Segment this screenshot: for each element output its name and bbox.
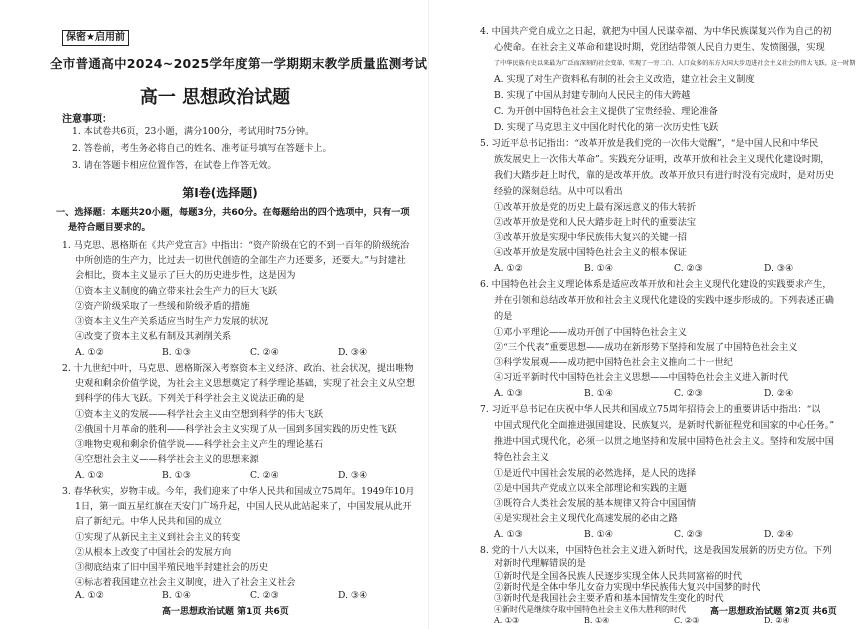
- question-5-choice-c: C. ②③: [674, 263, 704, 274]
- question-3-choice-c: C. ②③: [250, 590, 280, 601]
- question-3-option-3: ③彻底结束了旧中国半殖民地半封建社会的历史: [75, 562, 268, 573]
- question-7-choice-d: D. ②④: [764, 529, 794, 540]
- question-7-line-1: 7. 习近平总书记在庆祝中华人民共和国成立75周年招待会上的重要讲话中指出：“以: [480, 404, 821, 415]
- question-4-choice-b: B. 实现了中国从封建专制向人民民主的伟大跨越: [494, 90, 691, 101]
- question-6-line-3: 的是: [494, 311, 513, 322]
- note-3: 3. 请在答题卡相应位置作答，在试卷上作答无效。: [72, 160, 277, 171]
- question-5-line-2: 族发展史上一次伟大革命”。实践充分证明，改革开放和社会主义现代化建设时期，: [494, 154, 830, 165]
- question-7-option-3: ③既符合人类社会发展的基本规律又符合中国国情: [494, 498, 697, 509]
- question-7-line-3: 推进中国式现代化，必须一以贯之地坚持和发展中国特色社会主义。坚持和发展中国: [494, 436, 834, 447]
- question-3-line-3: 启了新纪元。中华人民共和国的成立: [75, 516, 222, 527]
- section-heading: 第Ⅰ卷(选择题): [182, 186, 258, 200]
- question-6-choice-b: B. ①④: [584, 388, 614, 399]
- question-4-choice-c: C. 为开创中国特色社会主义提供了宝贵经验、理论准备: [494, 106, 718, 117]
- question-1-option-2: ②资产阶级采取了一些缓和阶级矛盾的措施: [75, 301, 250, 312]
- question-1-option-4: ④改变了资本主义私有制及其剥削关系: [75, 331, 232, 342]
- question-2-option-2: ②俄国十月革命的胜利——科学社会主义实现了从一国到多国实践的历史性飞跃: [75, 424, 397, 435]
- question-1-option-3: ③资本主义生产关系适应当时生产力发展的状况: [75, 316, 268, 327]
- page-footer-2: 高一思想政治试题 第2页 共6页: [710, 607, 837, 617]
- question-5-option-4: ④改革开放是发展中国特色社会主义的根本保证: [494, 247, 687, 258]
- exam-title: 全市普通高中2024~2025学年度第一学期期末教学质量监测考试: [50, 56, 428, 71]
- question-4-line-1: 4. 中国共产党自成立之日起，就把为中国人民谋幸福、为中华民族谋复兴作为自己的初: [480, 26, 832, 37]
- notes-heading: 注意事项：: [62, 114, 112, 125]
- question-6-line-2: 并在引领和总结改革开放和社会主义现代化建设的实践中逐步形成的。下列表述正确: [494, 295, 834, 306]
- question-1-choice-a: A. ①②: [75, 347, 104, 358]
- question-4-choice-a: A. 实现了对生产资料私有制的社会主义改造，建立社会主义制度: [494, 74, 755, 85]
- instructions-line-2: 是符合题目要求的。: [68, 222, 151, 233]
- question-7-choice-c: C. ②③: [674, 529, 704, 540]
- question-4-line-2: 心使命。在社会主义革命和建设时期，党团结带领人民自力更生、发愤图强，实现: [494, 42, 825, 53]
- question-3-option-4: ④标志着我国建立社会主义制度，进入了社会主义社会: [75, 577, 296, 588]
- question-8-option-3: ③新时代是我国社会主要矛盾和基本国情发生变化的时代: [494, 593, 724, 604]
- question-1-option-1: ①资本主义制度的确立带来社会生产力的巨大飞跃: [75, 286, 278, 297]
- question-6-option-2: ②“三个代表”重要思想——成功在新形势下坚持和发展了中国特色社会主义: [494, 342, 798, 353]
- question-5-line-4: 经验的深刻总结。从中可以看出: [494, 186, 623, 197]
- question-6-line-1: 6. 中国特色社会主义理论体系是适应改革开放和社会主义现代化建设的实践要求产生，: [480, 279, 832, 290]
- question-7-line-4: 特色社会主义: [494, 452, 550, 463]
- confidential-label: 保密★启用前: [62, 30, 129, 46]
- question-5-choice-b: B. ①④: [584, 263, 614, 274]
- question-8-line-1: 8. 党的十八大以来，中国特色社会主义进入新时代，这是我国发展新的历史方位。下列: [480, 545, 832, 556]
- question-2-option-1: ①资本主义的发展——科学社会主义由空想到科学的伟大飞跃: [75, 409, 324, 420]
- exam-page-2: [430, 0, 860, 629]
- question-2-choice-c: C. ②④: [250, 470, 280, 481]
- question-8-option-4: ④新时代是继续夺取中国特色社会主义伟大胜利的时代: [494, 605, 686, 614]
- question-5-option-1: ①改革开放是党的历史上最有深远意义的伟大转折: [494, 202, 697, 213]
- subject-title: 高一 思想政治试题: [139, 87, 291, 108]
- question-7-choice-b: B. ①④: [584, 529, 614, 540]
- question-2-option-4: ④空想社会主义——科学社会主义的思想来源: [75, 454, 259, 465]
- question-7-line-2: 中国式现代化全面推进强国建设、民族复兴，是新时代新征程党和国家的中心任务。”: [494, 420, 835, 431]
- question-6-option-1: ①邓小平理论——成功开创了中国特色社会主义: [494, 327, 687, 338]
- question-2-choice-d: D. ③④: [338, 470, 368, 481]
- note-1: 1. 本试卷共6页，23小题，满分100分，考试用时75分钟。: [72, 126, 315, 137]
- question-8-choice-a: A. ①③: [494, 616, 520, 625]
- question-2-choice-b: B. ①③: [162, 470, 192, 481]
- question-2-option-3: ③唯物史观和剩余价值学说——科学社会主义产生的理论基石: [75, 439, 324, 450]
- question-1-line-3: 会相比，资本主义显示了巨大的历史进步性，这是因为: [75, 270, 296, 281]
- page-footer-1: 高一思想政治试题 第1页 共6页: [162, 607, 289, 617]
- question-2-line-1: 2. 十九世纪中叶，马克思、恩格斯深入考察资本主义经济、政治、社会状况，提出唯物: [62, 363, 414, 374]
- question-5-line-1: 5. 习近平总书记指出：“改革开放是我们党的一次伟大觉醒”，“是中国人民和中华民: [480, 138, 819, 149]
- note-2: 2. 答卷前，考生务必将自己的姓名、准考证号填写在答题卡上。: [72, 143, 332, 154]
- question-6-choice-a: A. ①③: [494, 388, 523, 399]
- question-1-choice-b: B. ①③: [162, 347, 192, 358]
- question-6-choice-c: C. ②③: [674, 388, 704, 399]
- question-7-option-1: ①是近代中国社会发展的必然选择，是人民的选择: [494, 468, 697, 479]
- question-2-choice-a: A. ①②: [75, 470, 104, 481]
- question-8-option-2: ②新时代是全体中华儿女奋力实现中华民族伟大复兴中国梦的时代: [494, 582, 761, 593]
- question-2-line-3: 到科学的伟大飞跃。下列关于科学社会主义说法正确的是: [75, 393, 305, 404]
- instructions-line-1: 一、选择题：本题共20小题，每题3分，共60分。在每题给出的四个选项中，只有一项: [56, 207, 410, 218]
- question-6-option-4: ④习近平新时代中国特色社会主义思想——中国特色社会主义进入新时代: [494, 372, 788, 383]
- question-8-choice-c: C. ②③: [674, 616, 700, 625]
- question-4-line-3: 了中华民族有史以来最为广泛而深刻的社会变革，实现了一穷二白、人口众多的东方大国大步迈进社会主义社会的伟大飞跃。这一时期: [494, 60, 856, 67]
- question-5-choice-a: A. ①②: [494, 263, 523, 274]
- question-8-choice-d: D. ②④: [764, 616, 790, 625]
- question-6-option-3: ③科学发展观——成功把中国特色社会主义推向二十一世纪: [494, 357, 733, 368]
- question-3-choice-a: A. ①②: [75, 590, 104, 601]
- question-5-choice-d: D. ③④: [764, 263, 794, 274]
- question-4-choice-d: D. 实现了马克思主义中国化时代化的第一次历史性飞跃: [494, 122, 719, 133]
- question-5-line-3: 我们大踏步赶上时代，靠的是改革开放。改革开放只有进行时没有完成时，是对历史: [494, 170, 834, 181]
- question-1-line-2: 中所创造的生产力，比过去一切世代创造的全部生产力还要多，还要大。”与封建社: [75, 255, 406, 266]
- question-1-choice-d: D. ③④: [338, 347, 368, 358]
- question-5-option-2: ②改革开放是党和人民大踏步赶上时代的重要法宝: [494, 217, 697, 228]
- question-6-choice-d: D. ②④: [764, 388, 794, 399]
- question-3-choice-d: D. ③④: [338, 590, 368, 601]
- question-8-line-2: 对新时代理解错误的是: [494, 558, 586, 569]
- question-7-option-2: ②是中国共产党成立以来全部理论和实践的主题: [494, 483, 687, 494]
- question-3-option-1: ①实现了从新民主主义到社会主义的转变: [75, 532, 241, 543]
- question-5-option-3: ③改革开放是实现中华民族伟大复兴的关键一招: [494, 232, 687, 243]
- question-7-choice-a: A. ①③: [494, 529, 523, 540]
- question-1-line-1: 1. 马克思、恩格斯在《共产党宣言》中指出：“资产阶级在它的不到一百年的阶级统治: [62, 240, 410, 251]
- question-2-line-2: 史观和剩余价值学说，为社会主义思想奠定了科学理论基础，实现了社会主义从空想: [75, 378, 415, 389]
- question-8-option-1: ①新时代是全国各民族人民逐步实现全体人民共同富裕的时代: [494, 571, 743, 582]
- question-8-choice-b: B. ①④: [584, 616, 610, 625]
- question-3-option-2: ②从根本上改变了中国社会的发展方向: [75, 547, 232, 558]
- question-3-line-2: 1日，第一面五星红旗在天安门广场升起，中国人民从此站起来了，中国发展从此开: [75, 501, 412, 512]
- question-3-line-1: 3. 春华秋实，岁物丰成。今年，我们迎来了中华人民共和国成立75周年。1949年10月: [62, 486, 415, 497]
- question-7-option-4: ④是实现社会主义现代化高速发展的必由之路: [494, 513, 678, 524]
- question-1-choice-c: C. ②④: [250, 347, 280, 358]
- question-3-choice-b: B. ①④: [162, 590, 192, 601]
